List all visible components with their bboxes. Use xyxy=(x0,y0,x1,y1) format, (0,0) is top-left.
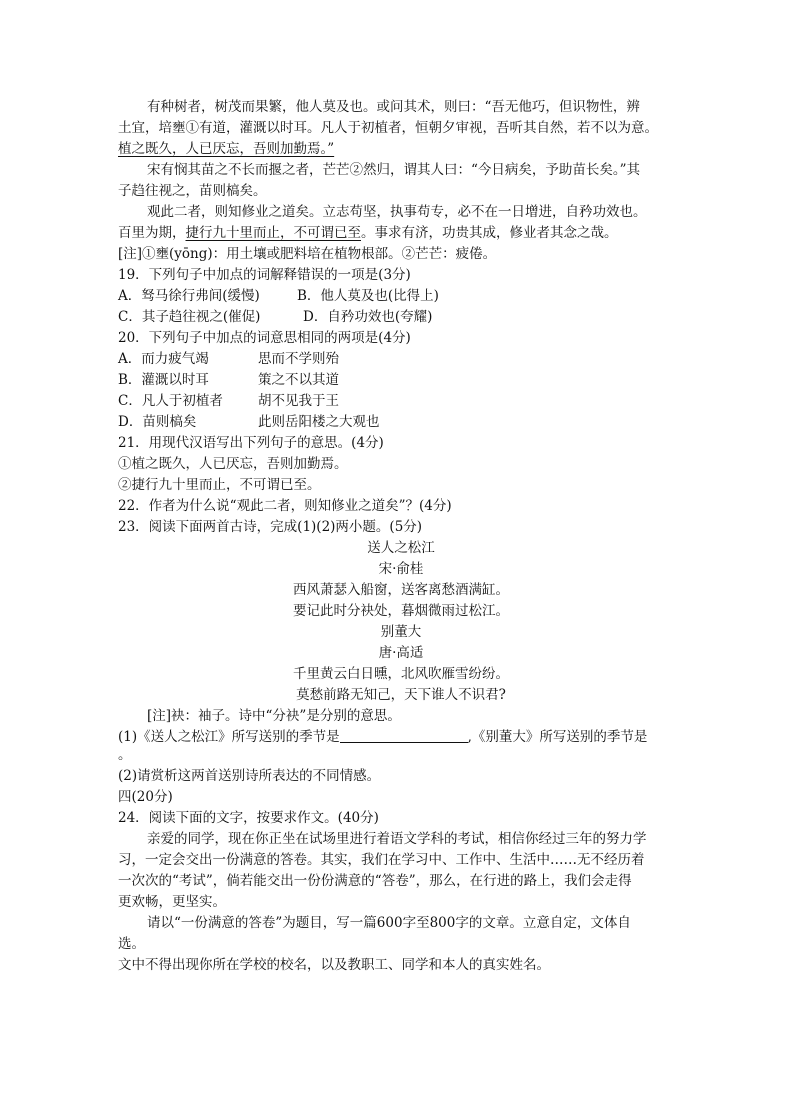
poem2-line2: 莫愁前路无知己，天下谁人不识君? xyxy=(296,687,506,703)
q20-option-c2: 胡不见我于王 xyxy=(258,393,339,409)
q24-p2-line2: 选。 xyxy=(118,936,145,952)
q21-sentence-2: ②捷行九十里而止，不可谓已至。 xyxy=(118,477,321,493)
q24-p1-line2: 习，一定会交出一份满意的答卷。其实，我们在学习中、工作中、生活中……无不经历着 xyxy=(118,852,645,868)
q24-p1-line1: 亲爱的同学，现在你正坐在试场里进行着语文学科的考试，相信你经过三年的努力学 xyxy=(147,831,647,847)
q23-sub1-text-b: ,《别董大》所写送别的季节是 xyxy=(467,729,648,745)
answer-blank[interactable] xyxy=(340,728,468,743)
poem2-author: 唐·高适 xyxy=(378,645,424,661)
poem1-title: 送人之松江 xyxy=(367,540,435,556)
passage-p3-line2 xyxy=(118,223,618,244)
q23-sub1 xyxy=(118,727,647,748)
q24-p3: 文中不得出现你所在学校的校名，以及教职工、同学和本人的真实姓名。 xyxy=(118,957,550,973)
q24-stem: 24．阅读下面的文字，按要求作文。(40分) xyxy=(118,810,379,826)
q19-option-b: B．他人莫及也(比得上) xyxy=(297,288,439,304)
q20-option-a1: A．而力疲气竭 xyxy=(118,351,209,367)
poem1-author: 宋·俞桂 xyxy=(378,561,424,577)
q19-stem: 19．下列句子中加点的词解释错误的一项是(3分) xyxy=(118,267,411,283)
q23-sub2: (2)请赏析这两首送别诗所表达的不同情感。 xyxy=(118,768,381,784)
q23-sub1-text-a: (1)《送人之松江》所写送别的季节是 xyxy=(118,729,340,745)
q19-option-d: D．自矜功效也(夸耀) xyxy=(303,309,433,325)
q23-note: [注]袂：袖子。诗中“分袂”是分别的意思。 xyxy=(147,708,401,724)
q20-option-d2: 此则岳阳楼之大观也 xyxy=(258,414,380,430)
q24-p2-line1: 请以“一份满意的答卷”为题目，写一篇600字至800字的文章。立意自定，文体自 xyxy=(147,915,631,931)
passage-p1-line2: 土宜，培壅①有道，灌溉以时耳。凡人于初植者，恒朝夕审视，吾听其自然，若不以为意。 xyxy=(118,120,658,136)
section4-title: 四(20分) xyxy=(118,789,173,805)
passage-p2-line1: 宋有悯其苗之不长而揠之者，芒芒②然归，谓其人曰：“今日病矣，予助苗长矣。”其 xyxy=(147,162,641,178)
q20-option-b2: 策之不以其道 xyxy=(258,372,339,388)
passage-p2-line2: 子趋往视之，苗则槁矣。 xyxy=(118,183,267,199)
q20-stem: 20．下列句子中加点的词意思相同的两项是(4分) xyxy=(118,330,411,346)
q23-sub1-end: 。 xyxy=(118,747,132,763)
poem1-line2: 要记此时分袂处，暮烟微雨过松江。 xyxy=(293,603,509,619)
q21-sentence-1: ①植之既久，人已厌忘，吾则加勤焉。 xyxy=(118,456,348,472)
q20-option-b1: B．灌溉以时耳 xyxy=(118,372,209,388)
q22-stem: 22．作者为什么说“观此二者，则知修业之道矣”？(4分) xyxy=(118,498,452,514)
q24-p1-line3: 一次次的“考试”，倘若能交出一份份满意的“答卷”，那么，在行进的路上，我们会走得 xyxy=(118,873,632,889)
passage-p3-line2-a: 百里为期， xyxy=(118,225,186,241)
passage-p1-line1: 有种树者，树茂而果繁，他人莫及也。或问其术，则曰：“吾无他巧，但识物性，辨 xyxy=(147,99,640,115)
passage-note: [注]①壅(yōng)：用土壤或肥料培在植物根部。②芒芒：疲倦。 xyxy=(118,246,497,262)
poem1-line1: 西风萧瑟入船窗，送客离愁酒满缸。 xyxy=(293,582,509,598)
passage-p3-line2-b: 。事求有济，功贵其成，修业者其念之哉。 xyxy=(361,225,618,241)
passage-p1-line3: 植之既久，人已厌忘，吾则加勤焉。” xyxy=(118,141,335,157)
q24-p1-line4: 更欢畅，更坚实。 xyxy=(118,894,226,910)
poem2-line1: 千里黄云白日曛，北风吹雁雪纷纷。 xyxy=(293,666,509,682)
q19-option-a: A．驽马徐行弗间(缓慢) xyxy=(118,288,260,304)
q20-option-d1: D．苗则槁矣 xyxy=(118,414,197,430)
q23-stem: 23．阅读下面两首古诗，完成(1)(2)两小题。(5分) xyxy=(118,519,423,535)
poem2-title: 别董大 xyxy=(380,624,422,640)
q20-option-c1: C．凡人于初植者 xyxy=(118,393,223,409)
q20-option-a2: 思而不学则殆 xyxy=(258,351,339,367)
q19-option-c: C．其子趋往视之(催促) xyxy=(118,309,261,325)
passage-p3-line1: 观此二者，则知修业之道矣。立志苟坚，执事苟专，必不在一日增进，自矜功效也。 xyxy=(147,204,647,220)
passage-p3-line2-underlined: 捷行九十里而止，不可谓已至 xyxy=(185,225,361,241)
q21-stem: 21．用现代汉语写出下列句子的意思。(4分) xyxy=(118,435,384,451)
